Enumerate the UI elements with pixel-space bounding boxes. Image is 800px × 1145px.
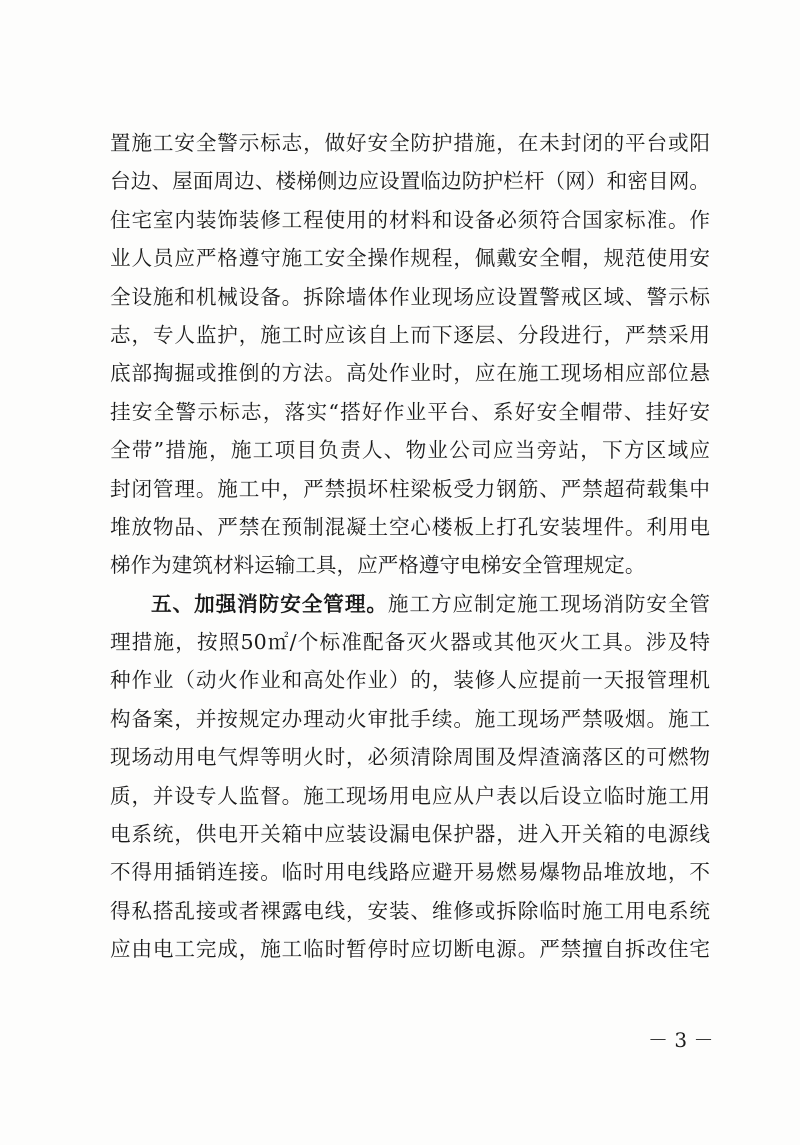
text-line: 梯作为建筑材料运输工具，应严格遵守电梯安全管理规定。 [110, 553, 646, 578]
text-line: 理措施，按照50㎡/个标准配备灭火器或其他灭火工具。涉及特 [110, 630, 710, 655]
text-line: 挂安全警示标志，落实“搭好作业平台、系好安全帽带、挂好安 [110, 399, 710, 424]
text-line: 底部掏掘或推倒的方法。高处作业时，应在施工现场相应部位悬 [110, 361, 710, 386]
text-line: 全设施和机械设备。拆除墙体作业现场应设置警戒区域、警示标 [110, 284, 710, 309]
text-line: 业人员应严格遵守施工安全操作规程，佩戴安全帽，规范使用安 [110, 246, 710, 271]
text-line: 置施工安全警示标志，做好安全防护措施，在未封闭的平台或阳 [110, 131, 710, 155]
text-line: 电系统，供电开关箱中应装设漏电保护器，进入开关箱的电源线 [110, 822, 710, 847]
text-line: 志，专人监护，施工时应该自上而下逐层、分段进行，严禁采用 [110, 322, 710, 347]
text-line: 全带”措施，施工项目负责人、物业公司应当旁站，下方区域应 [110, 438, 710, 463]
section-5-heading: 五、加强消防安全管理。 [151, 591, 388, 616]
text-line: 现场动用电气焊等明火时，必须清除周围及焊渣滴落区的可燃物 [110, 745, 710, 770]
text-line: 封闭管理。施工中，严禁损坏柱梁板受力钢筋、严禁超荷载集中 [110, 476, 710, 501]
text-line: 台边、屋面周边、楼梯侧边应设置临边防护栏杆（网）和密目网。 [110, 169, 710, 194]
text-line: 应由电工完成，施工临时暂停时应切断电源。严禁擅自拆改住宅 [110, 937, 710, 962]
text-line: 质，并设专人监督。施工现场用电应从户表以后设立临时施工用 [110, 783, 710, 808]
section-5-first-line [110, 585, 710, 623]
page-number: － 3 － [648, 1028, 714, 1052]
text-line: 得私搭乱接或者裸露电线，安装、维修或拆除临时施工用电系统 [110, 898, 710, 923]
text-line: 构备案，并按规定办理动火审批手续。施工现场严禁吸烟。施工 [110, 706, 710, 731]
text-line: 堆放物品、严禁在预制混凝土空心楼板上打孔安装埋件。利用电 [110, 514, 710, 539]
text-line: 种作业（动火作业和高处作业）的，装修人应提前一天报管理机 [110, 668, 710, 693]
section-5-first-line-text: 施工方应制定施工现场消防安全管 [387, 591, 711, 616]
body-text [110, 124, 710, 969]
text-line: 住宅室内装饰装修工程使用的材料和设备必须符合国家标准。作 [110, 207, 710, 232]
text-line: 不得用插销连接。临时用电线路应避开易燃易爆物品堆放地，不 [110, 860, 710, 885]
